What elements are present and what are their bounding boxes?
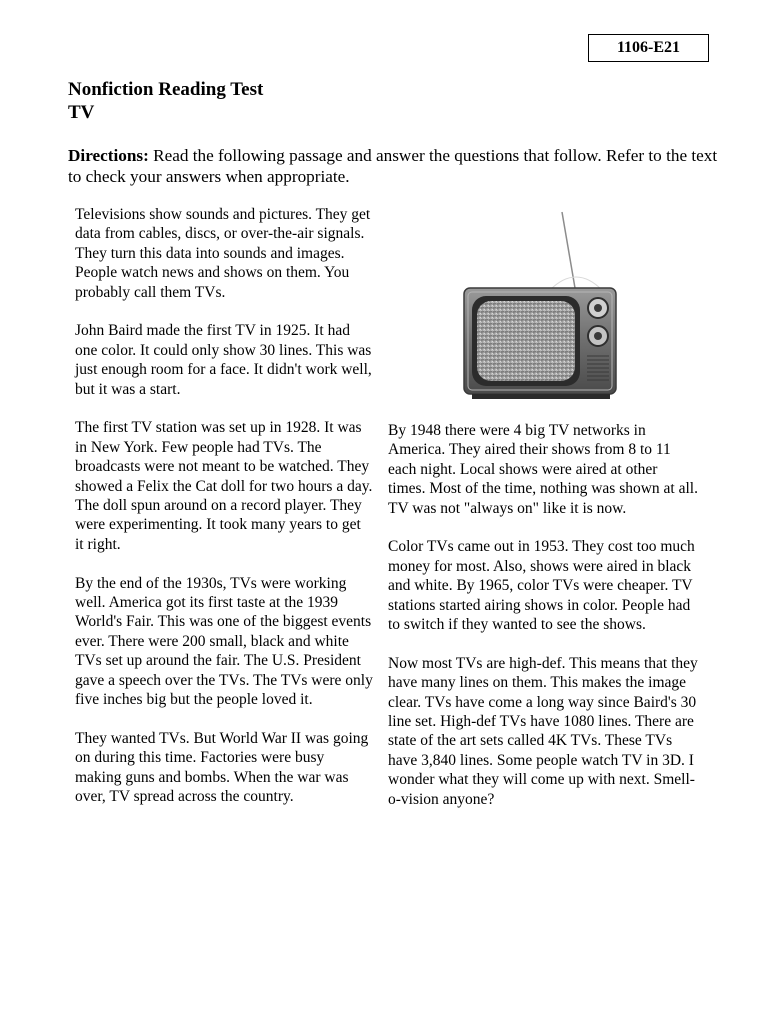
directions [68, 145, 718, 187]
paragraph: By 1948 there were 4 big TV networks in America. They aired their shows from 8 to 11 each night. Local shows were aired at other times. Most of the time, nothing was shown at all. TV was not "always on" like it is now. [388, 422, 698, 517]
directions-label: Directions: [68, 146, 149, 165]
paragraph: John Baird made the first TV in 1925. It had one color. It could only show 30 lines. This was just enough room for a face. It didn't work well, but it was a start. [75, 322, 372, 398]
title-line-1: Nonfiction Reading Test [68, 79, 264, 100]
passage-left-column [75, 205, 373, 826]
vintage-tv-icon [458, 208, 624, 406]
paragraph: The first TV station was set up in 1928. It was in New York. Few people had TVs. The broadcasts were not meant to be watched. They showed a Felix the Cat doll for two hours a day. The doll spun around on a record player. They were experimenting. It took many years to get it right. [75, 419, 373, 553]
paragraph: Color TVs came out in 1953. They cost too much money for most. Also, shows were aired in black and white. By 1965, color TVs were cheaper. TV stations started airing shows in color. People had to switch if they wanted to see the shows. [388, 538, 695, 634]
directions-text: Read the following passage and answer the questions that follow. Refer to the text to check your answers when appropriate. [68, 146, 718, 186]
paragraph: Televisions show sounds and pictures. They get data from cables, discs, or over-the-air signals. They turn this data into sounds and images. People watch news and shows on them. You probably call them TVs. [75, 206, 371, 301]
page-title [68, 78, 263, 124]
paragraph: By the end of the 1930s, TVs were working well. America got its first taste at the 1939 World's Fair. This was one of the biggest events ever. There were 200 small, black and white TVs set up around the fair. The U.S. President gave a speech over the TVs. The TVs were only five inches big but the people loved it. [75, 574, 373, 709]
paragraph: They wanted TVs. But World War II was going on during this time. Factories were busy making guns and bombs. When the war was over, TV spread across the country. [75, 729, 369, 806]
paragraph: Now most TVs are high-def. This means that they have many lines on them. This makes the image clear. TVs have come a long way since Baird's 30 line set. High-def TVs have 1080 lines. There are state of the art sets called 4K TVs. These TVs have 3,840 lines. Some people watch TV in 3D. I wonder what they will come up with next. Smell-o-vision anyone? [388, 654, 698, 808]
passage-right-column [388, 421, 698, 828]
worksheet-code: 1106-E21 [588, 34, 709, 62]
title-line-2: TV [68, 102, 95, 123]
